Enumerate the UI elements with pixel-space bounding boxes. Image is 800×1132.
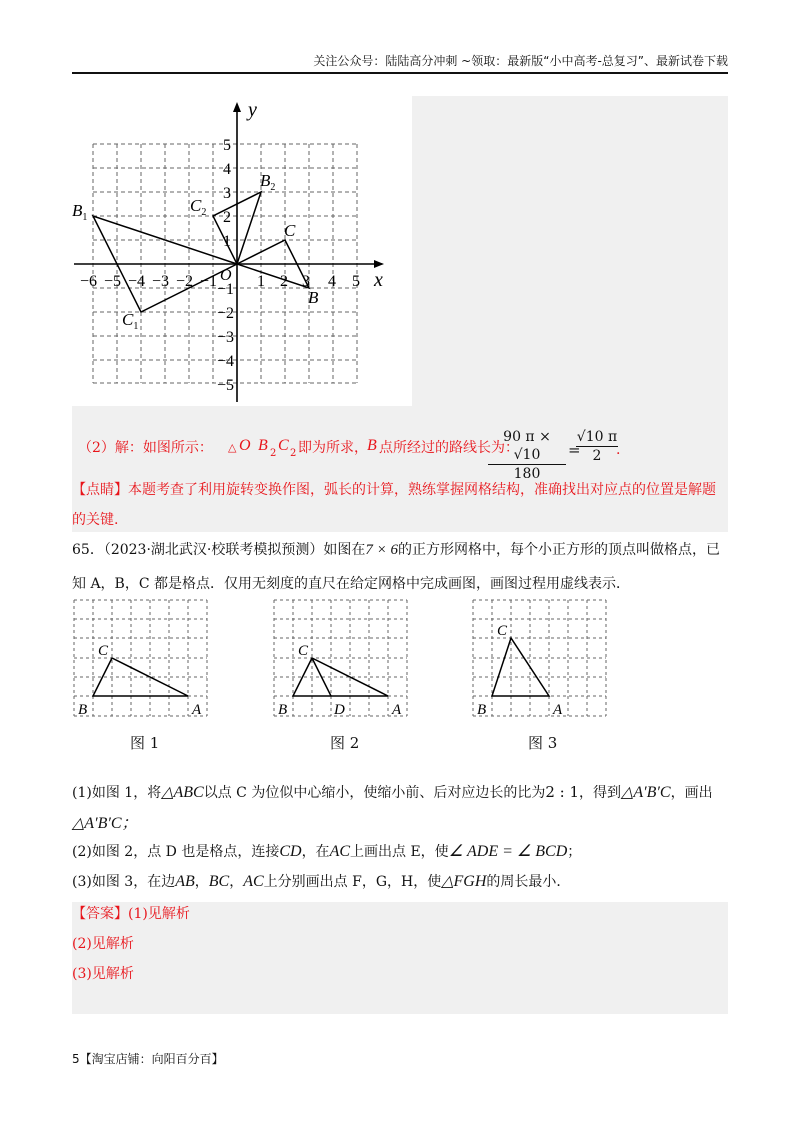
fraction-2-numerator: √10 π [576,429,618,445]
svg-text:4: 4 [328,273,336,290]
figure-3-caption: 图 3 [528,734,558,752]
header-rule [72,72,728,74]
segment-bc-text: BC [208,873,230,890]
figure-1 [72,598,212,722]
svg-text:2: 2 [223,209,231,226]
solution-2-c: C [278,437,289,454]
answer-1: 【答案】(1)见解析 [72,906,190,922]
svg-text:−3: −3 [217,329,235,346]
fraction-1 [488,428,566,483]
svg-text:5: 5 [352,273,360,290]
label-a: A [553,702,563,718]
label-d: D [334,702,345,718]
page-footer [72,1050,224,1067]
y-axis-label: y [248,99,257,121]
svg-text:1: 1 [223,233,231,250]
svg-text:3: 3 [223,185,231,202]
page-header: 关注公众号：陆陆高分冲刺 ~领取：最新版“小中高考-总复习”、最新试卷下载 [313,54,728,68]
problem-65-line-1 [72,540,728,560]
svg-text:1: 1 [257,273,265,290]
coordinate-figure [72,96,412,406]
page-number: 5 [72,1052,80,1066]
triangle-abc-prime-text: △A′B′C [621,784,671,801]
fraction-1-numerator: 90 π × √10 [503,429,551,463]
svg-text:−1: −1 [200,273,218,290]
figure-1-caption: 图 1 [130,734,160,752]
comment-line-2: 的关键. [72,512,119,528]
label-b: B [477,702,487,718]
comment-line-1: 【点睛】本题考查了利用旋转变换作图，弧长的计算，熟练掌握网格结构，准确找出对应点的位置是解题 [72,482,716,498]
triangle-abc-text: △ABC [161,784,204,801]
solution-2-suffix: 点所经过的路线长为： [379,440,519,456]
fraction-1-denominator: 180 [488,464,566,483]
solution-2-line [72,434,728,470]
svg-text:C2: $C_2$ [190,196,207,218]
problem-65-intro-cont: 的正方形网格中，每个小正方形的顶点叫做格点，已 [397,542,720,558]
angle-equation: ∠ ADE = ∠ BCD [448,843,568,860]
svg-text:−1: −1 [217,281,235,298]
svg-text:3: 3 [302,273,310,290]
ratio: 2 : 1 [545,783,580,801]
figure-2-caption: 图 2 [330,734,360,752]
svg-text:−5: −5 [217,377,235,394]
question-1-line-2: △A′B′C； [72,815,138,832]
solution-2-b: B [258,437,268,454]
svg-text:B1: $B_1$ [72,201,88,223]
solution-2-period: . [616,442,621,458]
solution-2-bpoint: B [367,437,377,454]
svg-text:−2: −2 [217,305,235,322]
svg-text:C: C [284,221,296,240]
fraction-2 [576,428,621,465]
svg-text:−3: −3 [152,273,170,290]
svg-text:−2: −2 [176,273,194,290]
label-a: A [192,702,202,718]
segment-cd-text: CD [279,843,302,860]
x-axis-label: x [374,269,383,291]
svg-text:−6: −6 [80,273,98,290]
svg-text:4: 4 [223,161,231,178]
svg-text:−5: −5 [104,273,122,290]
triangle-fgh-text: △FGH [441,873,487,890]
label-a: A [392,702,402,718]
solution-2-sub-b: 2 [270,448,277,459]
label-c: C [298,643,309,659]
svg-text:B: B [308,288,319,307]
solution-2-o: O [239,437,251,454]
label-c: C [98,643,109,659]
label-b: B [78,702,88,718]
svg-text:2: 2 [280,273,288,290]
problem-65-line-2: 知 A，B，C 都是格点．仅用无刻度的直尺在给定网格中完成画图，画图过程用虚线表示． [72,576,631,592]
segment-ac-text: AC [329,843,351,860]
question-3-line: (3)如图 3，在边AB，BC，AC上分别画出点 F，G，H，使△FGH的周长最小． [72,873,571,890]
svg-text:C1: $C_1$ [122,310,139,332]
equals-sign: = [568,441,581,459]
segment-ab-text: AB [175,873,195,890]
svg-text:−4: −4 [217,353,235,370]
svg-text:5: 5 [223,137,231,154]
svg-text:−4: −4 [128,273,146,290]
answer-3: (3)见解析 [72,966,134,982]
question-2-line: (2)如图 2，点 D 也是格点，连接CD，在AC上画出点 E，使∠ ADE = ∠ BCD； [72,843,582,860]
solution-2-sub-c: 2 [290,448,297,459]
footer-text: 【淘宝店铺：向阳百分百】 [79,1052,224,1066]
figure-2 [272,598,412,722]
svg-text:B2: $B_2$ [260,171,276,193]
figure-3 [471,598,611,722]
triangle-abc-fig3 [492,638,549,696]
question-1-line-1: (1)如图 1，将△ABC以点 C 为位似中心缩小，使缩小前、后对应边长的比为2 : 1，得到△A′B′C，画出 [72,783,713,801]
grid-size: 7 × 6 [365,542,398,558]
label-b: B [278,702,288,718]
label-c: C [497,623,508,639]
origin-label: O [220,267,232,284]
solution-2-mid: 即为所求， [298,440,368,456]
answer-2: (2)见解析 [72,936,134,952]
fraction-2-denominator: 2 [576,446,618,465]
triangle-symbol: △ [228,441,237,454]
segment-ac-text: AC [243,873,264,890]
solution-2-prefix: （2）解：如图所示： [78,440,213,456]
problem-65-intro: 65．（2023·湖北武汉·校联考模拟预测）如图在 [72,542,366,558]
